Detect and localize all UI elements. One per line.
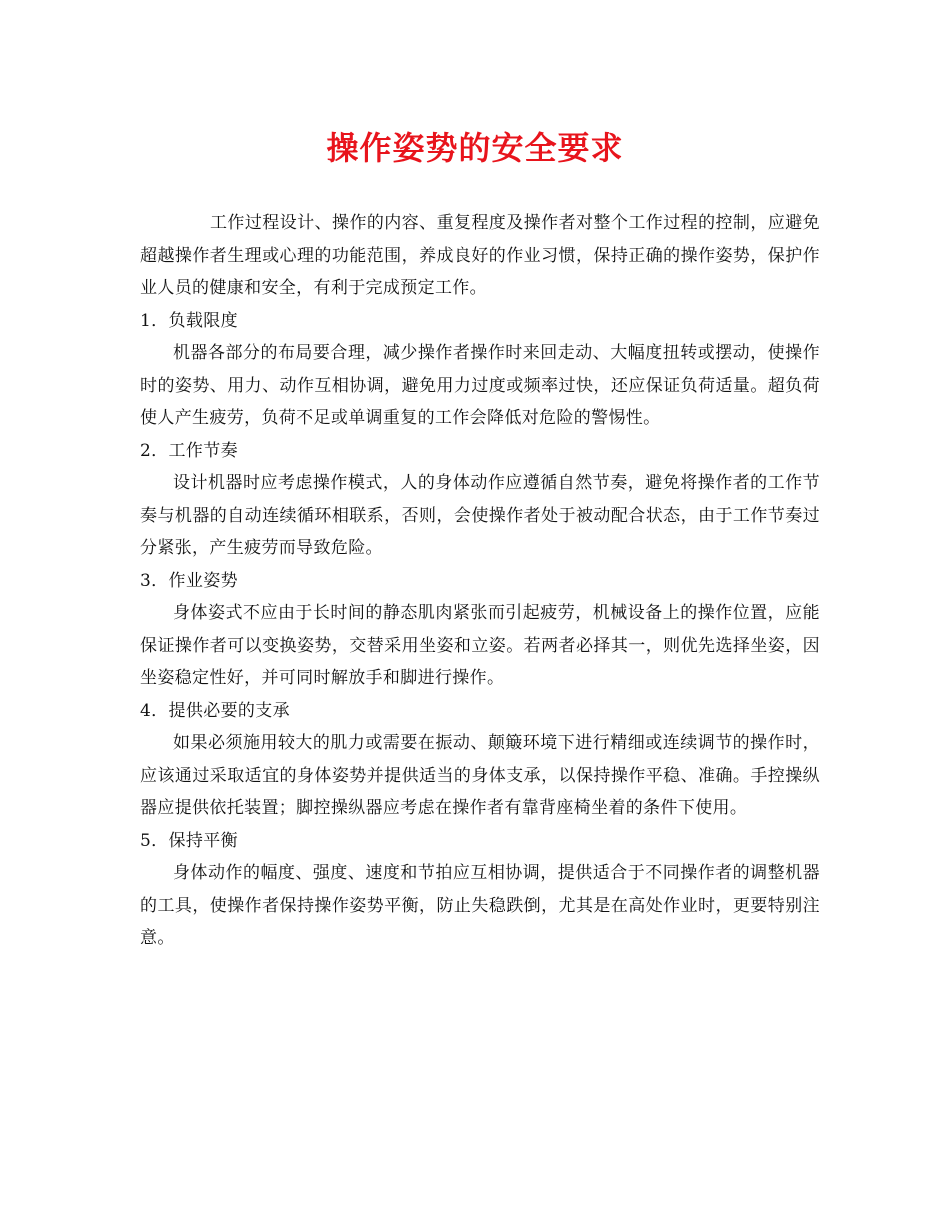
section-heading-4: 4．提供必要的支承: [140, 700, 290, 721]
section-paragraph-3: 身体姿式不应由于长时间的静态肌肉紧张而引起疲劳，机械设备上的操作位置，应能保证操作者可以变换姿势，交替采用坐姿和立姿。若两者必择其一，则优先选择坐姿，因坐姿稳定性好，并可同时解放手和脚进行操作。: [140, 603, 820, 688]
document-title: 操作姿势的安全要求: [326, 129, 624, 167]
section-paragraph-4: 如果必须施用较大的肌力或需要在振动、颠簸环境下进行精细或连续调节的操作时，应该通过采取适宜的身体姿势并提供适当的身体支承，以保持操作平稳、准确。手控操纵器应提供依托装置；脚控操纵器应考虑在操作者有靠背座椅坐着的条件下使用。: [140, 733, 820, 818]
document-body: [140, 207, 820, 955]
intro-paragraph: 工作过程设计、操作的内容、重复程度及操作者对整个工作过程的控制，应避免超越操作者生理或心理的功能范围，养成良好的作业习惯，保持正确的操作姿势，保护作业人员的健康和安全，有利于完成预定工作。: [140, 213, 820, 298]
section-paragraph-5: 身体动作的幅度、强度、速度和节拍应互相协调，提供适合于不同操作者的调整机器的工具，使操作者保持操作姿势平衡，防止失稳跌倒，尤其是在高处作业时，更要特别注意。: [140, 863, 820, 948]
section-heading-1: 1．负载限度: [140, 310, 238, 331]
section-heading-2: 2．工作节奏: [140, 440, 238, 461]
section-heading-5: 5．保持平衡: [140, 830, 238, 851]
section-paragraph-1: 机器各部分的布局要合理，减少操作者操作时来回走动、大幅度扭转或摆动，使操作时的姿势、用力、动作互相协调，避免用力过度或频率过快，还应保证负荷适量。超负荷使人产生疲劳，负荷不足或单调重复的工作会降低对危险的警惕性。: [140, 343, 820, 428]
section-paragraph-2: 设计机器时应考虑操作模式，人的身体动作应遵循自然节奏，避免将操作者的工作节奏与机器的自动连续循环相联系，否则，会使操作者处于被动配合状态，由于工作节奏过分紧张，产生疲劳而导致危险。: [140, 473, 820, 558]
section-heading-3: 3．作业姿势: [140, 570, 238, 591]
